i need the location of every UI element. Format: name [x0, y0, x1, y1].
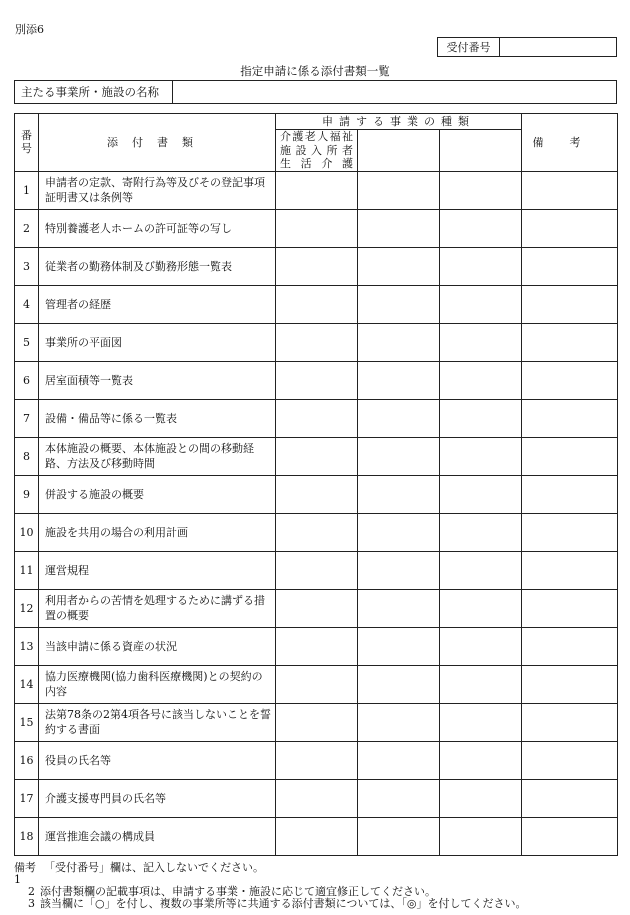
remarks-cell[interactable]: [522, 589, 618, 627]
notes: [14, 862, 526, 910]
row-number: 7: [15, 399, 39, 437]
service-check-cell[interactable]: [358, 589, 440, 627]
row-number: 4: [15, 285, 39, 323]
service-check-cell[interactable]: [440, 323, 522, 361]
service-label-line: 介護老人福祉: [280, 130, 353, 143]
service-check-cell[interactable]: [440, 551, 522, 589]
document-name: 本体施設の概要、本体施設との間の移動経路、方法及び移動時間: [39, 437, 276, 475]
document-name: 事業所の平面図: [39, 323, 276, 361]
service-check-cell[interactable]: [276, 551, 358, 589]
remarks-cell[interactable]: [522, 665, 618, 703]
table-row: [15, 247, 618, 285]
service-check-cell[interactable]: [358, 209, 440, 247]
remarks-cell[interactable]: [522, 209, 618, 247]
service-check-cell[interactable]: [276, 399, 358, 437]
table-row: [15, 551, 618, 589]
service-check-cell[interactable]: [276, 475, 358, 513]
header-remarks: 備考: [522, 114, 618, 172]
table-row: [15, 399, 618, 437]
service-check-cell[interactable]: [358, 779, 440, 817]
document-name: 居室面積等一覧表: [39, 361, 276, 399]
service-check-cell[interactable]: [358, 361, 440, 399]
table-row: [15, 171, 618, 209]
note-number: 2: [28, 885, 35, 898]
table-row: [15, 209, 618, 247]
row-number: 3: [15, 247, 39, 285]
document-name: 法第78条の2第4項各号に該当しないことを誓約する書面: [39, 703, 276, 741]
document-name: 運営規程: [39, 551, 276, 589]
facility-name-label: 主たる事業所・施設の名称: [15, 81, 173, 103]
service-check-cell[interactable]: [276, 779, 358, 817]
row-number: 5: [15, 323, 39, 361]
row-number: 9: [15, 475, 39, 513]
document-name: 従業者の勤務体制及び勤務形態一覧表: [39, 247, 276, 285]
document-title: 指定申請に係る添付書類一覧: [240, 64, 390, 78]
remarks-cell[interactable]: [522, 171, 618, 209]
document-name: 運営推進会議の構成員: [39, 817, 276, 855]
service-check-cell[interactable]: [440, 703, 522, 741]
row-number: 16: [15, 741, 39, 779]
remarks-cell[interactable]: [522, 741, 618, 779]
service-check-cell[interactable]: [358, 323, 440, 361]
remarks-cell[interactable]: [522, 285, 618, 323]
remarks-cell[interactable]: [522, 551, 618, 589]
reception-number-field[interactable]: [500, 38, 616, 56]
service-check-cell[interactable]: [440, 475, 522, 513]
document-name: 施設を共用の場合の利用計画: [39, 513, 276, 551]
service-check-cell[interactable]: [276, 589, 358, 627]
service-check-cell[interactable]: [440, 171, 522, 209]
row-number: 18: [15, 817, 39, 855]
document-name: 役員の氏名等: [39, 741, 276, 779]
remarks-cell[interactable]: [522, 323, 618, 361]
row-number: 2: [15, 209, 39, 247]
row-number: 17: [15, 779, 39, 817]
header-service-column: [358, 130, 440, 172]
remarks-cell[interactable]: [522, 703, 618, 741]
service-check-cell[interactable]: [358, 475, 440, 513]
service-check-cell[interactable]: [276, 817, 358, 855]
table-row: [15, 475, 618, 513]
row-number: 1: [15, 171, 39, 209]
header-service-column: [276, 130, 358, 172]
remarks-cell[interactable]: [522, 247, 618, 285]
row-number: 10: [15, 513, 39, 551]
table-row: [15, 741, 618, 779]
service-check-cell[interactable]: [440, 285, 522, 323]
service-check-cell[interactable]: [276, 513, 358, 551]
service-check-cell[interactable]: [440, 247, 522, 285]
table-row: [15, 361, 618, 399]
header-number-char: 番: [21, 129, 32, 143]
row-number: 8: [15, 437, 39, 475]
service-check-cell[interactable]: [358, 437, 440, 475]
row-number: 6: [15, 361, 39, 399]
header-number-char: 号: [21, 142, 32, 156]
document-name: 特別養護老人ホームの許可証等の写し: [39, 209, 276, 247]
remarks-cell[interactable]: [522, 817, 618, 855]
service-check-cell[interactable]: [276, 627, 358, 665]
facility-name-row: [14, 80, 617, 104]
note-text: 「受付番号」欄は、記入しないでください。: [44, 861, 264, 874]
service-check-cell[interactable]: [358, 513, 440, 551]
table-row: [15, 437, 618, 475]
service-check-cell[interactable]: [276, 703, 358, 741]
row-number: 12: [15, 589, 39, 627]
document-name: 申請者の定款、寄附行為等及びその登記事項証明書又は条例等: [39, 171, 276, 209]
header-number: [15, 114, 39, 172]
service-check-cell[interactable]: [276, 361, 358, 399]
header-documents: 添付書類: [39, 114, 276, 172]
table-row: [15, 779, 618, 817]
remarks-cell[interactable]: [522, 361, 618, 399]
table-row: [15, 589, 618, 627]
service-label-line: 生活介護: [280, 157, 353, 170]
service-check-cell[interactable]: [358, 741, 440, 779]
service-check-cell[interactable]: [276, 741, 358, 779]
document-name: 設備・備品等に係る一覧表: [39, 399, 276, 437]
note-text: 添付書類欄の記載事項は、申請する事業・施設に応じて適宜修正してください。: [40, 885, 436, 898]
document-name: 協力医療機関(協力歯科医療機関)との契約の内容: [39, 665, 276, 703]
service-check-cell[interactable]: [358, 817, 440, 855]
service-check-cell[interactable]: [440, 741, 522, 779]
service-check-cell[interactable]: [440, 589, 522, 627]
service-check-cell[interactable]: [358, 171, 440, 209]
remarks-cell[interactable]: [522, 779, 618, 817]
service-check-cell[interactable]: [276, 247, 358, 285]
remarks-cell[interactable]: [522, 475, 618, 513]
attachment-table: [14, 113, 618, 856]
table-row: [15, 513, 618, 551]
service-check-cell[interactable]: [440, 817, 522, 855]
service-check-cell[interactable]: [440, 627, 522, 665]
reception-number-box: [437, 37, 617, 57]
remarks-cell[interactable]: [522, 627, 618, 665]
service-check-cell[interactable]: [276, 323, 358, 361]
row-number: 13: [15, 627, 39, 665]
table-row: [15, 627, 618, 665]
table-row: [15, 703, 618, 741]
reception-number-label: 受付番号: [438, 38, 500, 56]
note-prefix: 備考1: [14, 861, 36, 886]
document-name: 当該申請に係る資産の状況: [39, 627, 276, 665]
form-number: 別添6: [15, 23, 44, 36]
service-check-cell[interactable]: [276, 209, 358, 247]
service-check-cell[interactable]: [440, 779, 522, 817]
row-number: 14: [15, 665, 39, 703]
header-service-column: [440, 130, 522, 172]
remarks-cell[interactable]: [522, 513, 618, 551]
header-application-types: 申請する事業の種類: [276, 114, 522, 130]
service-check-cell[interactable]: [358, 665, 440, 703]
document-name: 管理者の経歴: [39, 285, 276, 323]
service-check-cell[interactable]: [358, 285, 440, 323]
note-item: [14, 898, 526, 910]
document-name: 介護支援専門員の氏名等: [39, 779, 276, 817]
service-check-cell[interactable]: [276, 285, 358, 323]
table-row: [15, 665, 618, 703]
facility-name-field[interactable]: [173, 81, 616, 103]
service-check-cell[interactable]: [440, 665, 522, 703]
service-check-cell[interactable]: [440, 513, 522, 551]
remarks-cell[interactable]: [522, 437, 618, 475]
service-check-cell[interactable]: [358, 703, 440, 741]
service-check-cell[interactable]: [358, 627, 440, 665]
remarks-cell[interactable]: [522, 399, 618, 437]
service-check-cell[interactable]: [276, 437, 358, 475]
service-check-cell[interactable]: [440, 361, 522, 399]
table-row: [15, 285, 618, 323]
service-check-cell[interactable]: [276, 665, 358, 703]
document-name: 利用者からの苦情を処理するために講ずる措置の概要: [39, 589, 276, 627]
row-number: 15: [15, 703, 39, 741]
note-item: [14, 862, 526, 886]
note-number: 3: [28, 897, 35, 910]
table-row: [15, 323, 618, 361]
service-label-line: 施設入所者: [280, 143, 353, 157]
table-row: [15, 817, 618, 855]
service-check-cell[interactable]: [358, 399, 440, 437]
service-check-cell[interactable]: [440, 399, 522, 437]
service-check-cell[interactable]: [358, 551, 440, 589]
service-check-cell[interactable]: [440, 437, 522, 475]
service-check-cell[interactable]: [440, 209, 522, 247]
note-text: 該当欄に「○」を付し、複数の事業所等に共通する添付書類については、「◎」を付してください。: [40, 897, 527, 910]
service-check-cell[interactable]: [358, 247, 440, 285]
document-name: 併設する施設の概要: [39, 475, 276, 513]
service-check-cell[interactable]: [276, 171, 358, 209]
row-number: 11: [15, 551, 39, 589]
